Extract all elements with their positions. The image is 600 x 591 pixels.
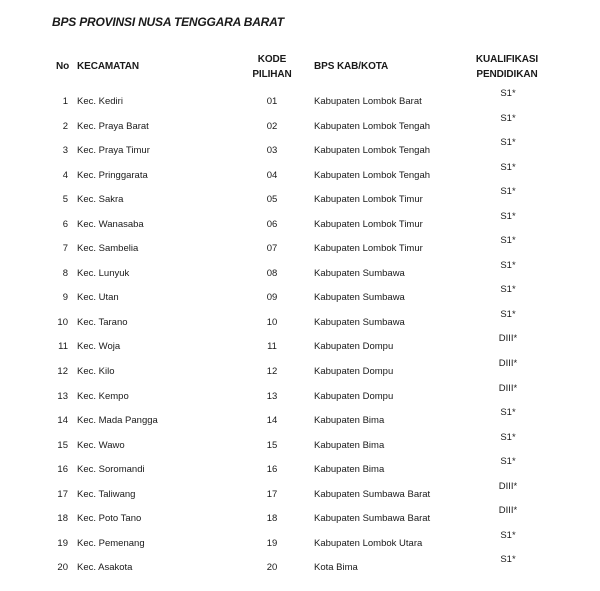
- row-kode-pilihan: 11: [267, 341, 277, 353]
- document-title: BPS PROVINSI NUSA TENGGARA BARAT: [52, 15, 284, 29]
- row-kode-pilihan: 18: [266, 513, 278, 525]
- row-kode-pilihan: 09: [266, 292, 278, 304]
- row-kode-pilihan: 04: [266, 169, 278, 181]
- header-kualifikasi-line2: PENDIDIKAN: [476, 69, 538, 80]
- row-kecamatan: Kec. Sambelia: [77, 243, 139, 255]
- header-kode-pilihan: [250, 52, 294, 82]
- row-number: 11: [58, 341, 68, 353]
- row-kualifikasi: S1*: [500, 431, 516, 443]
- row-bps-kab-kota: Kabupaten Dompu: [314, 390, 394, 402]
- header-kualifikasi-line1: KUALIFIKASI: [475, 54, 539, 65]
- row-kode-pilihan: 13: [266, 390, 278, 402]
- row-kualifikasi: DIII*: [498, 358, 518, 370]
- row-kualifikasi: DIII*: [498, 382, 518, 394]
- row-number: 1: [62, 96, 68, 107]
- row-kecamatan: Kec. Utan: [77, 292, 119, 304]
- row-kualifikasi: S1*: [500, 259, 516, 271]
- row-number: 16: [57, 464, 68, 476]
- row-kecamatan: Kec. Kediri: [77, 96, 123, 107]
- row-kualifikasi: S1*: [500, 210, 516, 222]
- row-kualifikasi: S1*: [500, 407, 516, 419]
- row-bps-kab-kota: Kabupaten Sumbawa: [314, 267, 405, 279]
- row-bps-kab-kota: Kabupaten Lombok Tengah: [314, 120, 431, 132]
- row-bps-kab-kota: Kota Bima: [314, 562, 358, 574]
- row-number: 12: [57, 366, 68, 378]
- row-kode-pilihan: 16: [266, 464, 278, 476]
- row-kecamatan: Kec. Pringgarata: [77, 169, 148, 181]
- row-kualifikasi: S1*: [500, 529, 516, 541]
- row-kecamatan: Kec. Sakra: [77, 194, 124, 206]
- row-bps-kab-kota: Kabupaten Sumbawa Barat: [314, 488, 431, 500]
- row-kecamatan: Kec. Kilo: [77, 366, 115, 378]
- row-kode-pilihan: 06: [266, 218, 278, 230]
- row-number: 19: [57, 537, 68, 549]
- row-number: 6: [62, 218, 68, 230]
- row-kualifikasi: S1*: [500, 88, 516, 99]
- row-bps-kab-kota: Kabupaten Lombok Barat: [314, 96, 422, 107]
- header-kecamatan: KECAMATAN: [77, 61, 140, 72]
- row-number: 2: [62, 120, 68, 132]
- row-number: 10: [57, 316, 68, 328]
- row-number: 8: [62, 267, 68, 279]
- row-kode-pilihan: 17: [266, 488, 278, 500]
- row-kode-pilihan: 10: [266, 316, 278, 328]
- row-bps-kab-kota: Kabupaten Dompu: [314, 341, 394, 353]
- row-bps-kab-kota: Kabupaten Lombok Timur: [314, 194, 423, 206]
- row-kecamatan: Kec. Asakota: [77, 562, 133, 574]
- row-kecamatan: Kec. Mada Pangga: [77, 415, 158, 427]
- row-kode-pilihan: 07: [266, 243, 278, 255]
- row-bps-kab-kota: Kabupaten Lombok Utara: [314, 537, 423, 549]
- row-bps-kab-kota: Kabupaten Bima: [314, 415, 385, 427]
- row-number: 15: [57, 439, 68, 451]
- row-kualifikasi: DIII*: [498, 480, 518, 492]
- row-kode-pilihan: 15: [266, 439, 278, 451]
- row-kode-pilihan: 12: [266, 366, 278, 378]
- table-body: [0, 88, 600, 585]
- row-number: 13: [57, 390, 68, 402]
- row-bps-kab-kota: Kabupaten Sumbawa Barat: [314, 513, 431, 525]
- row-bps-kab-kota: Kabupaten Sumbawa: [314, 316, 405, 328]
- row-kecamatan: Kec. Woja: [77, 341, 121, 353]
- header-kode-line2: PILIHAN: [252, 69, 292, 80]
- row-number: 4: [62, 169, 68, 181]
- row-kecamatan: Kec. Wanasaba: [77, 218, 144, 230]
- row-kualifikasi: S1*: [500, 554, 516, 566]
- row-number: 18: [57, 513, 68, 525]
- header-kualifikasi-pendidikan: [470, 52, 544, 82]
- row-kode-pilihan: 14: [266, 415, 278, 427]
- row-kecamatan: Kec. Tarano: [77, 316, 128, 328]
- row-kode-pilihan: 05: [266, 194, 278, 206]
- row-kualifikasi: S1*: [500, 456, 516, 468]
- row-kualifikasi: S1*: [500, 112, 516, 124]
- row-number: 7: [62, 243, 68, 255]
- row-number: 14: [57, 415, 68, 427]
- row-kualifikasi: S1*: [500, 186, 516, 198]
- row-kecamatan: Kec. Lunyuk: [77, 267, 130, 279]
- row-bps-kab-kota: Kabupaten Dompu: [314, 366, 394, 378]
- row-bps-kab-kota: Kabupaten Lombok Timur: [314, 243, 423, 255]
- row-bps-kab-kota: Kabupaten Lombok Tengah: [314, 145, 431, 157]
- row-kode-pilihan: 02: [266, 120, 278, 132]
- row-kualifikasi: S1*: [500, 161, 516, 173]
- row-kecamatan: Kec. Praya Barat: [77, 120, 149, 132]
- row-kode-pilihan: 08: [266, 267, 278, 279]
- row-kecamatan: Kec. Praya Timur: [77, 145, 150, 157]
- row-kecamatan: Kec. Pemenang: [77, 537, 145, 549]
- row-bps-kab-kota: Kabupaten Lombok Tengah: [314, 169, 431, 181]
- row-kualifikasi: S1*: [500, 308, 516, 320]
- row-number: 5: [62, 194, 68, 206]
- row-kode-pilihan: 19: [266, 537, 278, 549]
- row-kecamatan: Kec. Soromandi: [77, 464, 145, 476]
- row-kecamatan: Kec. Poto Tano: [77, 513, 142, 525]
- header-bps-kab-kota: BPS KAB/KOTA: [314, 61, 389, 72]
- row-kualifikasi: DIII*: [498, 505, 518, 517]
- row-kualifikasi: S1*: [500, 137, 516, 149]
- row-kode-pilihan: 03: [266, 145, 278, 157]
- row-kualifikasi: S1*: [500, 284, 516, 296]
- row-kecamatan: Kec. Kempo: [77, 390, 129, 402]
- header-no: No: [56, 61, 70, 72]
- row-kualifikasi: DIII*: [498, 333, 518, 345]
- row-kecamatan: Kec. Wawo: [77, 439, 125, 451]
- row-number: 3: [62, 145, 68, 157]
- row-bps-kab-kota: Kabupaten Sumbawa: [314, 292, 405, 304]
- header-kode-line1: KODE: [257, 54, 287, 65]
- row-kode-pilihan: 01: [266, 96, 278, 107]
- row-number: 9: [62, 292, 68, 304]
- row-kecamatan: Kec. Taliwang: [77, 488, 136, 500]
- row-bps-kab-kota: Kabupaten Bima: [314, 464, 385, 476]
- row-number: 20: [57, 562, 68, 574]
- row-kualifikasi: S1*: [500, 235, 516, 247]
- row-bps-kab-kota: Kabupaten Lombok Timur: [314, 218, 423, 230]
- table-row: [0, 554, 600, 585]
- row-number: 17: [57, 488, 68, 500]
- row-bps-kab-kota: Kabupaten Bima: [314, 439, 385, 451]
- row-kode-pilihan: 20: [266, 562, 278, 574]
